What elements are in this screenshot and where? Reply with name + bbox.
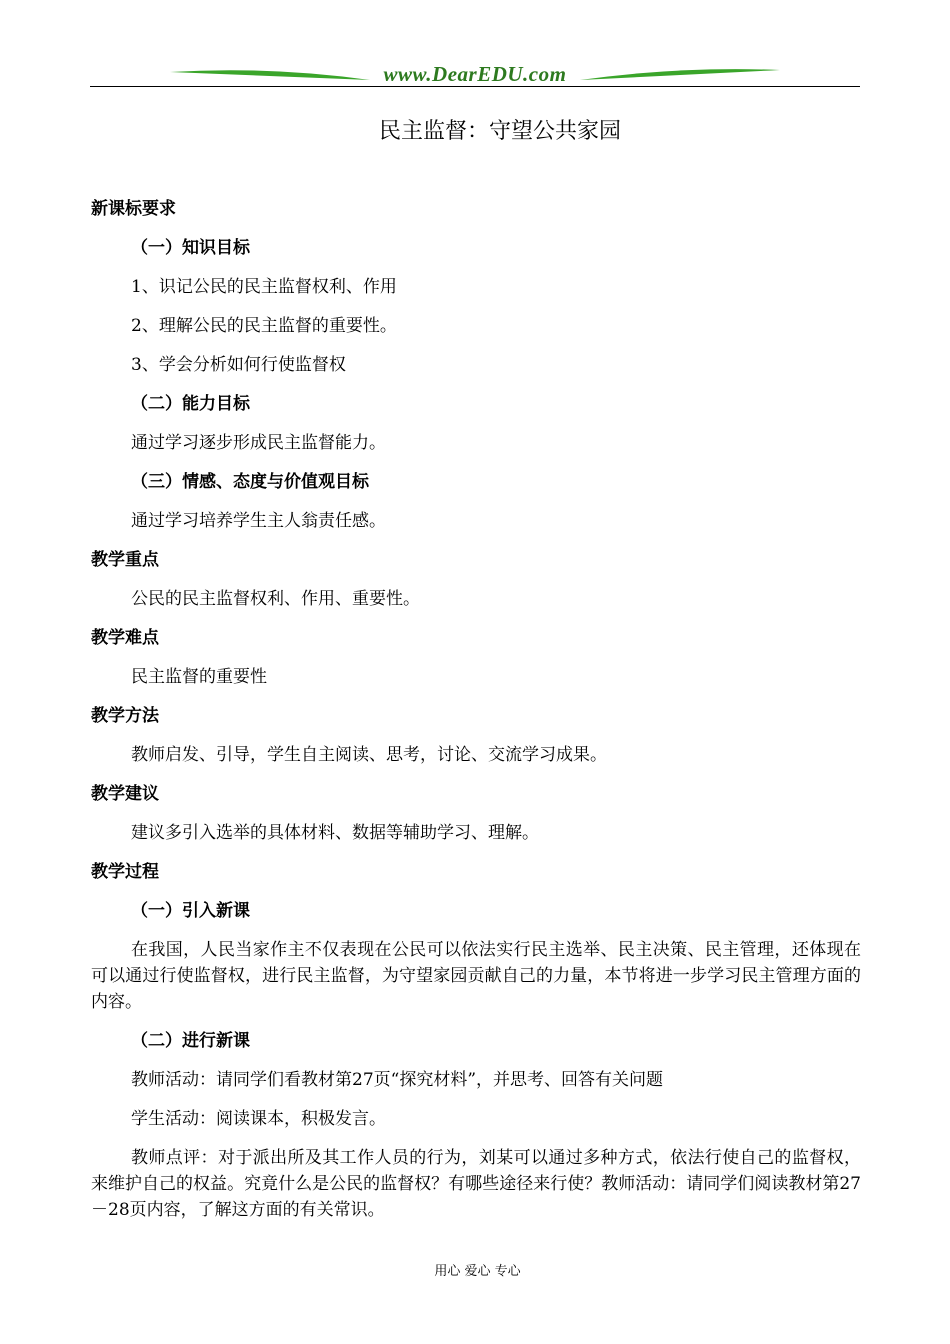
page-header [90, 58, 860, 92]
page-footer: 用心 爱心 专心 [434, 1264, 521, 1279]
subheading-values: （三）情感、态度与价值观目标 [131, 472, 369, 492]
knowledge-item: 1、识记公民的民主监督权利、作用 [131, 277, 397, 297]
knowledge-item: 2、理解公民的民主监督的重要性。 [131, 316, 397, 336]
section-heading-process: 教学过程 [91, 862, 159, 882]
section-heading-curriculum: 新课标要求 [91, 199, 176, 219]
method-text: 教师启发、引导，学生自主阅读、思考，讨论、交流学习成果。 [131, 745, 607, 765]
site-logo: www.DearEDU.com [90, 62, 860, 87]
document-body [91, 190, 861, 1230]
focus-text: 公民的民主监督权利、作用、重要性。 [131, 589, 420, 609]
knowledge-item: 3、学会分析如何行使监督权 [131, 355, 346, 375]
values-text: 通过学习培养学生主人翁责任感。 [131, 511, 386, 531]
suggestion-text: 建议多引入选举的具体材料、数据等辅助学习、理解。 [131, 823, 539, 843]
ability-text: 通过学习逐步形成民主监督能力。 [131, 433, 386, 453]
page-title: 民主监督：守望公共家园 [378, 119, 621, 144]
subheading-ability: （二）能力目标 [131, 394, 250, 414]
intro-paragraph: 在我国，人民当家作主不仅表现在公民可以依法实行民主选举、民主决策、民主管理，还体现在可以通过行使监督权，进行民主监督，为守望家园贡献自己的力量，本节将进一步学习民主管理方面的内容。 [91, 940, 861, 1012]
section-heading-focus: 教学重点 [91, 550, 159, 570]
subheading-new-lesson: （二）进行新课 [131, 1031, 250, 1051]
difficulty-text: 民主监督的重要性 [131, 667, 267, 687]
section-heading-suggestion: 教学建议 [91, 784, 159, 804]
subheading-knowledge: （一）知识目标 [131, 238, 250, 258]
teacher-activity-text: 教师活动：请同学们看教材第27页“探究材料”，并思考、回答有关问题 [131, 1070, 664, 1090]
student-activity-text: 学生活动：阅读课本，积极发言。 [131, 1109, 386, 1129]
teacher-comment-paragraph: 教师点评：对于派出所及其工作人员的行为，刘某可以通过多种方式，依法行使自己的监督权，来维护自己的权益。究竟什么是公民的监督权？有哪些途径来行使？教师活动：请同学们阅读教材第27－28页内容，了解这方面的有关常识。 [91, 1148, 861, 1220]
subheading-intro: （一）引入新课 [131, 901, 250, 921]
section-heading-method: 教学方法 [91, 706, 159, 726]
section-heading-difficulty: 教学难点 [91, 628, 159, 648]
